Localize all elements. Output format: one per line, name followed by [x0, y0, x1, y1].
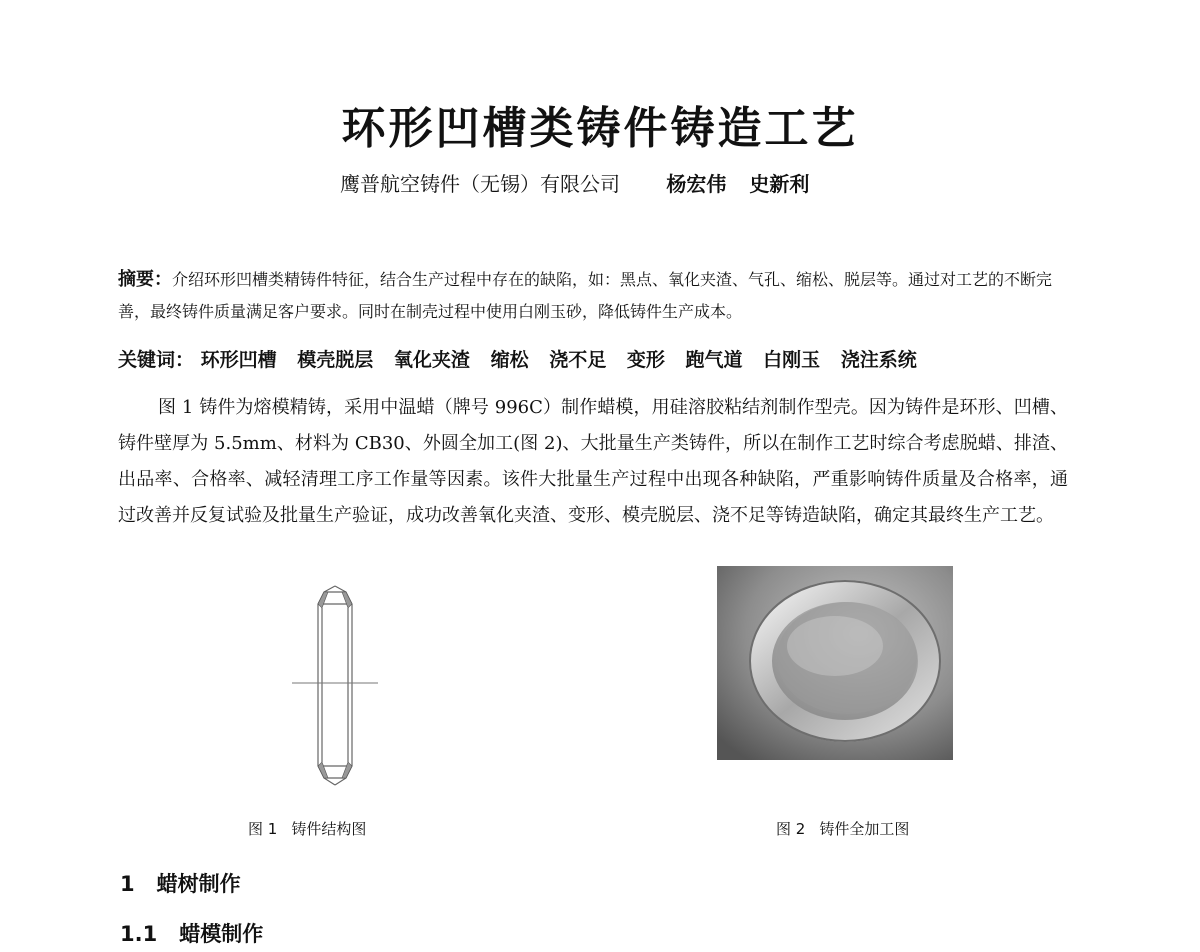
keywords-label: 关键词：	[118, 349, 195, 371]
keyword: 变形	[626, 349, 665, 371]
abstract-label: 摘要：	[118, 269, 172, 290]
keyword: 环形凹槽	[200, 349, 277, 371]
figure-caption	[248, 818, 366, 839]
section-number: 1.1	[120, 922, 158, 946]
keyword: 跑气道	[685, 349, 743, 371]
section-title: 蜡模制作	[179, 922, 264, 946]
figure-number: 图 2	[776, 820, 806, 838]
figure-caption-text: 铸件全加工图	[819, 820, 910, 838]
section-title: 蜡树制作	[156, 872, 241, 896]
casting-structure-drawing	[288, 578, 383, 793]
figure-number: 图 1	[248, 820, 278, 838]
figure-caption-text: 铸件结构图	[291, 820, 367, 838]
abstract-text: 介绍环形凹槽类精铸件特征，结合生产过程中存在的缺陷，如：黑点、氧化夹渣、气孔、缩松、脱层等。通过对工艺的不断完善，最终铸件质量满足客户要求。同时在制壳过程中使用白刚玉砂，降低铸件生产成本。	[118, 270, 1053, 321]
keyword: 白刚玉	[763, 349, 821, 371]
keyword: 缩松	[490, 349, 529, 371]
casting-machined-photo	[717, 566, 953, 760]
author-name: 杨宏伟	[666, 172, 727, 196]
abstract	[118, 264, 1068, 328]
keyword: 氧化夹渣	[393, 349, 470, 371]
keyword: 浇注系统	[840, 349, 917, 371]
figure-caption	[776, 818, 909, 839]
intro-paragraph: 图 1 铸件为熔模精铸，采用中温蜡（牌号 996C）制作蜡模，用硅溶胶粘结剂制作型壳。因为铸件是环形、凹槽、铸件壁厚为 5.5mm、材料为 CB30、外圆全加工(图 2)、大批量生产类铸件，所以在制作工艺时综合考虑脱蜡、排渣、出品率、合格率、减轻清理工序工作量等因素。该件大批量生产过程中出现各种缺陷，严重影响铸件质量及合格率，通过改善并反复试验及批量生产验证，成功改善氧化夹渣、变形、模壳脱层、浇不足等铸造缺陷，确定其最终生产工艺。	[118, 397, 1068, 526]
section-number: 1	[120, 872, 135, 896]
keyword: 浇不足	[549, 349, 607, 371]
subsection-heading	[120, 918, 263, 948]
author-name: 史新利	[749, 172, 810, 196]
author-affiliation	[340, 168, 825, 197]
keywords	[118, 345, 1118, 372]
organization: 鹰普航空铸件（无锡）有限公司	[340, 172, 620, 196]
keyword: 模壳脱层	[297, 349, 374, 371]
author-list	[666, 172, 825, 196]
section-heading	[120, 868, 241, 898]
paper-title: 环形凹槽类铸件铸造工艺	[341, 103, 859, 154]
